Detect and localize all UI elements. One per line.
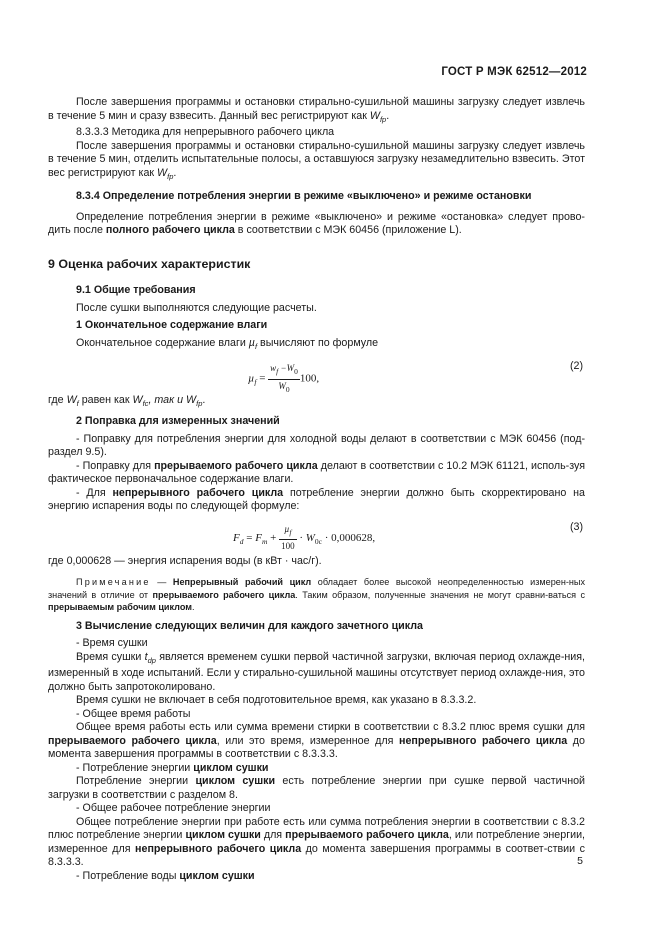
note: Примечание — Непрерывный рабочий цикл обладает более высокой неопределенностью измерен-ных значений в отличие от прерываемого рабочего цикла. Таким образом, полученные значения не могут сравни-ваться с прерываемым рабочим циклом. <box>48 577 586 613</box>
paragraph: Окончательное содержание влаги µ$_f$ вычисляют по формуле <box>76 336 379 351</box>
page-number: 5 <box>577 855 583 867</box>
paragraph: где $W_f$ равен как $W_{fc}$, так и $W_{fp}$. <box>48 394 206 409</box>
paragraph: - Для непрерывного рабочего цикла потребление энергии должно быть скорректировано на энергию испарения воды по следующей формуле: <box>48 486 585 513</box>
paragraph: Потребление энергии циклом сушки есть потребление энергии при сушке первой частичной загрузки в соответствии с разделом 8. <box>48 775 586 801</box>
page-content <box>48 96 585 883</box>
item-3-heading: 3 Вычисление следующих величин для каждого зачетного цикла <box>76 619 423 632</box>
item-2-heading: 2 Поправка для измеренных значений <box>76 415 280 428</box>
paragraph: Время сушки $t_{dp}$ является временем сушки первой частичной загрузки, включая период охлажде-ния, измеренный в ходе испытаний. Если у стирально-сушильной машины отсутствует период охлажде-ния, это должно быть запротоколировано. <box>48 650 586 693</box>
item-1-heading: 1 Окончательное содержание влаги <box>76 319 268 332</box>
subsection-9-1-heading: 9.1 Общие требования <box>76 284 196 297</box>
paragraph: где 0,000628 — энергия испарения воды (в кВт · час/г). <box>48 554 322 567</box>
paragraph: Общее потребление энергии при работе есть или сумма потребления энергии в соответствии с 8.3.2 плюс потребление энергии циклом сушки для прерываемого рабочего цикла, или потребление энергии, измеренное для непрерывного рабочего цикла до момента завершения программы в соответ-ствии с 8.3.3.3. <box>48 815 586 869</box>
subsection-8-3-4-heading: 8.3.4 Определение потребления энергии в режиме «выключено» и режиме остановки <box>76 190 532 203</box>
paragraph: - Поправку для прерываемого рабочего цикла делают в соответствии с 10.2 МЭК 61121, исполь-зуя фактическое первоначальное содержание влаги. <box>48 459 585 486</box>
paragraph: - Общее время работы <box>76 707 191 720</box>
paragraph: После сушки выполняются следующие расчеты. <box>76 301 317 314</box>
paragraph: - Общее рабочее потребление энергии <box>76 802 271 815</box>
paragraph: - Поправку для потребления энергии для холодной воды делают в соответствии с МЭК 60456 (под-раздел 9.5). <box>48 432 585 459</box>
paragraph: Определение потребления энергии в режиме «выключено» и режиме «остановка» следует прово-дить после полного рабочего цикла в соответствии с МЭК 60456 (приложение L). <box>48 210 585 237</box>
paragraph: Общее время работы есть или сумма времени стирки в соответствии с 8.3.2 плюс время сушки для прерываемого рабочего цикла, или это время, измеренное для непрерывного рабочего цикла до момента завершения программы в соответствии с 8.3.3.3. <box>48 721 585 761</box>
paragraph: После завершения программы и остановки стирально-сушильной машины загрузку следует извлечь в течение 5 мин, отделить испытательные полосы, а оставшуюся загрузку незамедлительно взвесить. Этот вес регистрируют как $W_{fp}$. <box>48 139 585 181</box>
formula-3: $F_d = F_m$ + $\frac{\mu_f}{100}$ · $W_{0c} \cdot 0,000628$, (3) <box>233 520 583 551</box>
subsection-8-3-3-3: 8.3.3.3 Методика для непрерывного рабочего цикла <box>76 126 335 139</box>
formula-2: µ$_f$ = $\frac{w_f -W_0}{W_0}$ 100, (2) <box>248 360 583 394</box>
paragraph: - Потребление воды циклом сушки <box>76 869 255 882</box>
formula-number: (2) <box>569 360 583 373</box>
standard-designation: ГОСТ Р МЭК 62512—2012 <box>441 66 587 78</box>
paragraph: Время сушки не включает в себя подготовительное время, как указано в 8.3.3.2. <box>76 694 477 707</box>
paragraph: - Потребление энергии циклом сушки <box>76 761 269 774</box>
paragraph: После завершения программы и остановки стирально-сушильной машины загрузку следует извлечь в течение 5 мин и сразу взвесить. Данный вес регистрируют как $W_{fp}$. <box>48 96 585 124</box>
section-9-heading: 9 Оценка рабочих характеристик <box>48 256 251 271</box>
formula-number: (3) <box>569 520 583 533</box>
paragraph: - Время сушки <box>76 637 148 650</box>
